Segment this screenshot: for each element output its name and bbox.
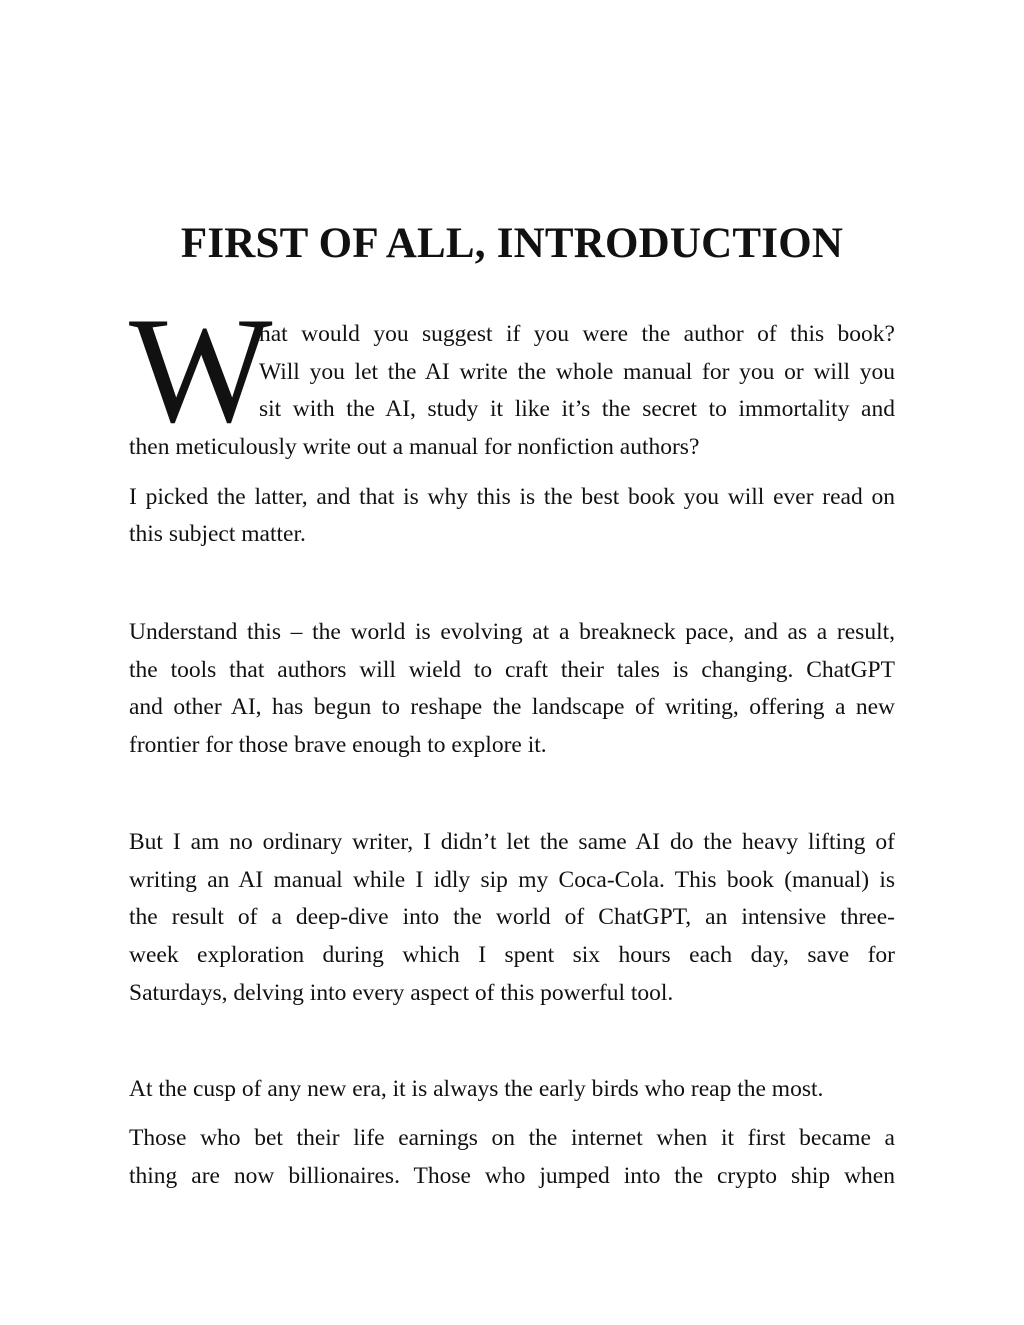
paragraph-1-line-2: Will you let the AI write the whole manual for you or will you (259, 359, 895, 385)
paragraph-3-line-2: the tools that authors will wield to craft their tales is changing. ChatGPT (129, 657, 895, 683)
paragraph-3-line-1: Understand this – the world is evolving at a breakneck pace, and as a result, (129, 619, 895, 645)
paragraph-1-line-4: then meticulously write out a manual for nonfiction authors? (129, 434, 700, 460)
page-title: FIRST OF ALL, INTRODUCTION (180, 220, 844, 267)
paragraph-4-line-2: writing an AI manual while I idly sip my Coca-Cola. This book (manual) is (129, 867, 895, 893)
paragraph-6-line-1: Those who bet their life earnings on the internet when it first became a (129, 1125, 895, 1151)
paragraph-1-line-1: hat would you suggest if you were the author of this book? (259, 321, 895, 347)
paragraph-3-line-3: and other AI, has begun to reshape the landscape of writing, offering a new (129, 694, 895, 720)
paragraph-4-line-4: week exploration during which I spent six hours each day, save for (129, 942, 895, 968)
paragraph-4-line-3: the result of a deep-dive into the world of ChatGPT, an intensive three- (129, 904, 895, 930)
paragraph-4-line-1: But I am no ordinary writer, I didn’t let the same AI do the heavy lifting of (129, 829, 895, 855)
paragraph-3-line-4: frontier for those brave enough to explore it. (129, 732, 547, 758)
drop-cap-letter: W (129, 286, 273, 454)
paragraph-5-line-1: At the cusp of any new era, it is always the early birds who reap the most. (129, 1076, 824, 1102)
paragraph-2-line-2: this subject matter. (129, 521, 306, 547)
paragraph-6-line-2: thing are now billionaires. Those who jumped into the crypto ship when (129, 1163, 895, 1189)
paragraph-2-line-1: I picked the latter, and that is why this is the best book you will ever read on (129, 484, 895, 510)
paragraph-4-line-5: Saturdays, delving into every aspect of this powerful tool. (129, 980, 674, 1006)
paragraph-1-line-3: sit with the AI, study it like it’s the secret to immortality and (259, 396, 895, 422)
